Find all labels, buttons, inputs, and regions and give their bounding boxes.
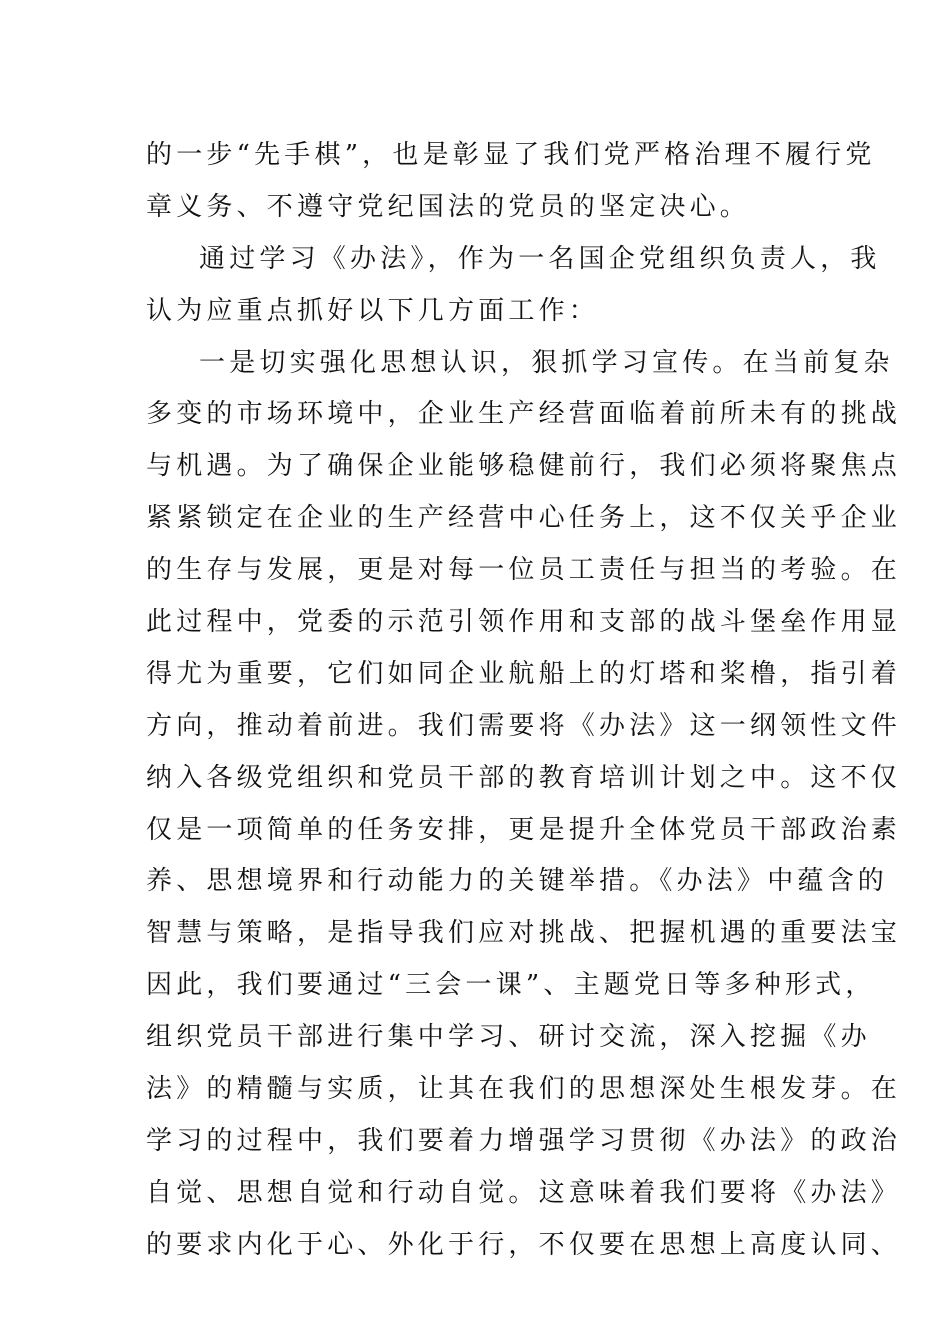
text-line: 因此，我们要通过“三会一课”、主题党日等多种形式，	[146, 970, 876, 1001]
paragraph-start-line: 通过学习《办法》，作为一名国企党组织负责人，我	[199, 243, 881, 274]
text-line: 养、思想境界和行动能力的关键举措。《办法》中蕴含的	[146, 866, 889, 897]
body-text	[146, 130, 902, 1272]
text-line: 自觉、思想自觉和行动自觉。这意味着我们要将《办法》	[146, 1177, 902, 1208]
text-line: 与机遇。为了确保企业能够稳健前行，我们必须将聚焦点	[146, 451, 902, 482]
text-line: 此过程中，党委的示范引领作用和支部的战斗堡垒作用显	[146, 607, 902, 638]
text-line: 法》的精髓与实质，让其在我们的思想深处生根发芽。在	[146, 1074, 902, 1105]
text-line: 组织党员干部进行集中学习、研讨交流，深入挖掘《办	[146, 1022, 871, 1053]
text-line: 得尤为重要，它们如同企业航船上的灯塔和桨橹，指引着	[146, 658, 902, 689]
text-line: 的生存与发展，更是对每一位员工责任与担当的考验。在	[146, 555, 902, 586]
text-line: 智慧与策略，是指导我们应对挑战、把握机遇的重要法宝	[146, 918, 902, 949]
text-line: 章义务、不遵守党纪国法的党员的坚定决心。	[146, 191, 751, 222]
text-line: 仅是一项简单的任务安排，更是提升全体党员干部政治素	[146, 814, 902, 845]
text-line: 多变的市场环境中，企业生产经营面临着前所未有的挑战	[146, 399, 902, 430]
text-line: 学习的过程中，我们要着力增强学习贯彻《办法》的政治	[146, 1125, 902, 1156]
text-line: 纳入各级党组织和党员干部的教育培训计划之中。这不仅	[146, 762, 902, 793]
text-line: 紧紧锁定在企业的生产经营中心任务上，这不仅关乎企业	[146, 503, 902, 534]
text-line: 的要求内化于心、外化于行，不仅要在思想上高度认同、	[146, 1229, 902, 1260]
text-line: 认为应重点抓好以下几方面工作：	[146, 295, 600, 326]
text-line: 方向，推动着前进。我们需要将《办法》这一纲领性文件	[146, 710, 902, 741]
paragraph-start-line: 一是切实强化思想认识，狠抓学习宣传。在当前复杂	[199, 347, 894, 378]
text-line: 的一步“先手棋”，也是彰显了我们党严格治理不履行党	[146, 140, 876, 170]
